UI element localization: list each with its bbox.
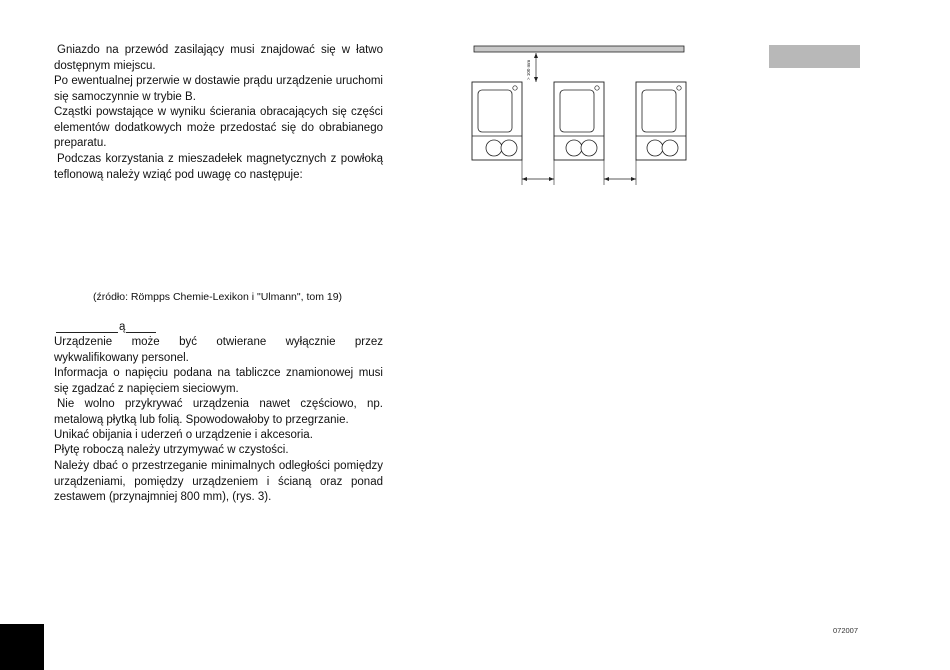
heading-line	[56, 332, 156, 333]
note-power-outage: Po ewentualnej przerwie w dostawie prądu urządzenie uruchomi się samoczynnie w trybie B.	[54, 75, 383, 103]
note-do-not-cover: Nie wolno przykrywać urządzenia nawet częściowo, np. metalową płytką lub folią. Spowodowałoby to przegrzanie.	[54, 398, 383, 426]
device-1	[472, 82, 522, 160]
note-abrasion-particles: Cząstki powstające w wyniku ścierania obracających się części elementów dodatkowych może przedostać się do obrabianego preparatu.	[54, 106, 383, 149]
language-tab-marker	[769, 45, 860, 68]
note-power-socket: Gniazdo na przewód zasilający musi znajdować się w łatwo dostępnym miejscu.	[54, 44, 383, 72]
note-qualified-personnel: Urządzenie może być otwierane wyłącznie przez wykwalifikowany personel.	[54, 336, 383, 364]
note-avoid-impacts: Unikać obijania i uderzeń o urządzenie i akcesoria.	[54, 429, 313, 441]
spacing-diagram	[466, 40, 692, 190]
horizontal-dimension-2	[604, 160, 636, 185]
dimension-label: > 100 mm	[526, 59, 531, 80]
note-voltage-rating: Informacja o napięciu podana na tabliczce znamionowej musi się zgadzać z napięciem sieciowym.	[54, 367, 383, 395]
device-2	[554, 82, 604, 160]
note-ptfe-stirrers: Podczas korzystania z mieszadełek magnetycznych z powłoką teflonową należy wziąć pod uwagę co następuje:	[54, 153, 383, 181]
page-corner-block	[0, 624, 44, 670]
note-minimum-distances: Należy dbać o przestrzeganie minimalnych odległości pomiędzy urządzeniami, pomiędzy urządzeniem i ścianą oraz ponad zestawem (przynajmniej 800 mm), (rys. 3).	[54, 460, 383, 503]
heading-glyph: ą	[119, 321, 126, 333]
source-note: (źródło: Römpps Chemie-Lexikon i "Ulmann", tom 19)	[93, 291, 343, 303]
horizontal-dimension-1	[522, 160, 554, 185]
section-heading-underline	[56, 320, 156, 334]
vertical-arrow-down	[534, 77, 538, 82]
page-code: 072007	[833, 626, 859, 635]
shelf-bar	[474, 46, 684, 52]
note-keep-clean: Płytę roboczą należy utrzymywać w czystości.	[54, 444, 289, 456]
vertical-arrow-up	[534, 53, 538, 58]
device-3	[636, 82, 686, 160]
